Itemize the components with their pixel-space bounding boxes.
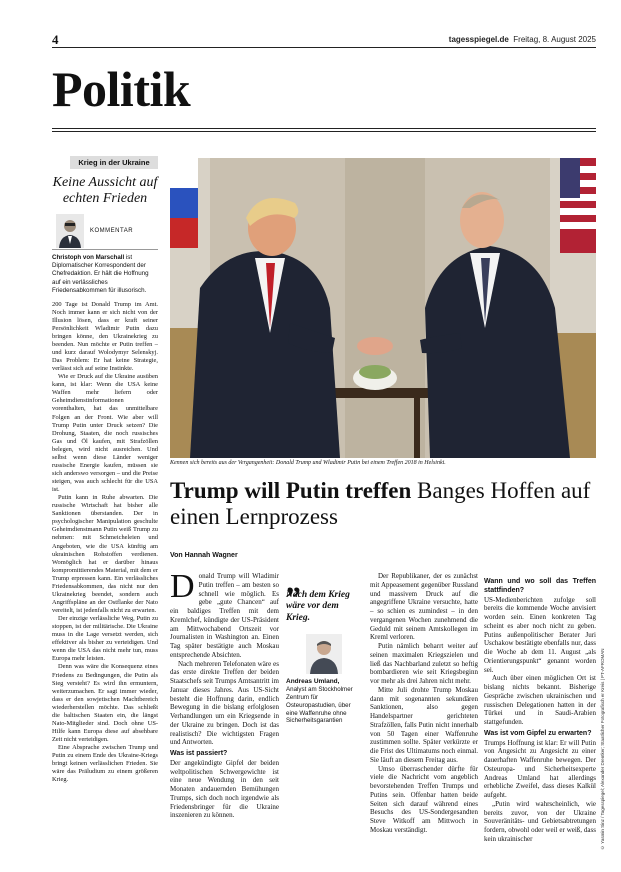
commentary-paragraph: Putin kann in Ruhe abwarten. Die russische Wirtschaft hat bisher alle Sanktionen überstanden. Der in psychologischer Manipulation geschulte Geheimdienstmann Putin weiß Trump zu nehmen: mit Schmeicheleien und Angeboten, wie die USA künftig am ukrainischen Rohstoffen verdienen. Womöglich hat er darüber hinaus kompromittierendes Material, mit dem er Trump erpressen kann. Ein verlässliches Friedensabkommen, das nicht nur den Ukrainekrieg beendet, sondern auch Angriffspläne an der Ostflanke der Nato vereitelt, ist jedenfalls nicht zu erwarten. bbox=[52, 494, 158, 615]
commentary-paragraph: Wie er Druck auf die Ukraine ausüben kann, ist klar: Wenn die USA keine Waffen mehr liefern oder Geheimdienstinformationen vorenthalten, hat das unmittelbare Folgen an der Front. Wie aber will Trump Putin unter Druck setzen? Die Drohung, Staaten, die noch russisches Gas und Öl kaufen, mit Strafzöllen belegen, wird nicht ausreichen. Und selbst wenn diese Länder weniger russische Energie kaufen, müssen sie sich anderswo versorgen – und die Preise steigen, was auch schlecht für die USA ist. bbox=[52, 373, 158, 494]
commentary-column bbox=[52, 156, 158, 784]
quote-author: Andreas Umland, bbox=[286, 678, 340, 686]
photo-credit: © Yasmin Sinz / Tagesspiegel; Alexander Drentker; Staatlicher Fotografisch er Kreis | PT-AFROMAN bbox=[600, 648, 605, 850]
masthead bbox=[449, 35, 596, 44]
photo-caption: Kennen sich bereits aus der Vergangenheit: Donald Trump und Wladimir Putin bei einem Treffen 2018 in Helsinki. bbox=[170, 460, 446, 466]
byline: Von Hannah Wagner bbox=[170, 552, 238, 559]
page-number: 4 bbox=[52, 32, 59, 47]
article-paragraph: Nach mehreren Telefonaten wäre es das erste direkte Treffen der beiden Staatschefs seit Trumps Amtsantritt im Januar dieses Jahres. Aus US-Sicht besteht die Hoffnung darin, endlich Bewegung in die bislang erfolglosen Verhandlungen um ein Kriegsende in der Ukraine zu bringen. Doch ist das realistisch? Die wichtigsten Fragen und Antworten. bbox=[170, 659, 279, 747]
issue-date: Freitag, 8. August 2025 bbox=[513, 35, 596, 44]
article-paragraph: Putin nämlich beharrt weiter auf seinen maximalen Kriegszielen und ließ das Nachbarland zuletzt so heftig bombardieren wie seit Kriegsbeginn vor mehr als drei Jahren nicht mehr. bbox=[370, 642, 478, 685]
article-column-3 bbox=[370, 572, 478, 835]
page-header bbox=[52, 32, 596, 48]
commentary-author-name: Christoph von Marschall bbox=[52, 254, 125, 262]
headline-bold: Trump will Putin treffen bbox=[170, 478, 412, 503]
quote-author-bio: Analyst am Stockholmer Zentrum für Osteuropastudien, über eine Waffenruhe ohne Sicherheitsgarantien bbox=[286, 686, 353, 725]
article-paragraph: Auch über einen möglichen Ort ist bislang nichts bekannt. Bisherige Gespräche zwischen ukrainischen und russischen Delegationen hatten in der Türkei und in Saudi-Arabien stattgefunden. bbox=[484, 674, 596, 726]
drop-cap: D bbox=[170, 568, 195, 605]
headline-rest: Banges Hoffen auf einen Lernprozess bbox=[170, 478, 591, 529]
article-paragraph: US-Medienberichten zufolge soll bereits die kommende Woche anvisiert worden sein. Einen konkreten Tag scheint es aber noch nicht zu geben. Putins außenpolitischer Berater Juri Uschakow bestätigte ebenfalls nur, dass die Woche ab dem 11. August „als Orientierungspunkt“ genannt worden sei. bbox=[484, 595, 596, 674]
article-column-4 bbox=[484, 578, 596, 844]
subheading: Was ist passiert? bbox=[170, 750, 228, 757]
section-rule bbox=[52, 128, 596, 129]
commentary-paragraph: 200 Tage ist Donald Trump im Amt. Noch immer kann er sich nicht von der Illusion lösen, dass er kraft seiner Persönlichkeit Wladimir Putin dazu bringen könne, den Ukrainekrieg zu beenden. Nun möchte er Putin treffen – und kurz darauf Wolodymyr Selenskyj. Das Problem: Er hat keine Strategie, verlässt sich auf seine Instinkte. bbox=[52, 300, 158, 373]
commentary-paragraph: Der einzige verlässliche Weg, Putin zu stoppen, ist der militärische. Die Ukraine muss in die Lage versetzt werden, sich effektiver als bisher zu verteidigen. Und wenn die USA das nicht mehr tun, muss Europa mehr leisten. bbox=[52, 615, 158, 663]
commentary-kicker: Krieg in der Ukraine bbox=[70, 156, 158, 169]
article-paragraph: „Putin wird wahrscheinlich, wie bereits zuvor, von der Ukraine Souveränitäts- und Gebietsabtretungen fordern, obwohl oder weil er weiß, dass kein ukrainischer bbox=[484, 799, 596, 843]
question-heading: Was ist vom Gipfel zu erwarten? bbox=[484, 729, 592, 737]
commentary-title: Keine Aussicht auf echten Frieden bbox=[52, 175, 158, 206]
pull-quote bbox=[286, 566, 362, 725]
commentary-paragraph: Eine Absprache zwischen Trump und Putin zu einem Ende des Ukraine-Kriegs bringt keinen verlässlichen Frieden. Sie wäre das Präludium zu einem größeren Krieg. bbox=[52, 744, 158, 784]
article-paragraph: Der angekündigte Gipfel der beiden weltpolitischen Schwergewichte ist eine neue Wendung in den seit Monaten andauernden Bemühungen Trumps, sich doch noch irgendwie als Friedensbringer für die Ukraine inszenieren zu können. bbox=[170, 758, 279, 820]
masthead-site: tagesspiegel.de bbox=[448, 35, 509, 44]
article-paragraph: Der Republikaner, der es zunächst mit Appeasement gegenüber Russland und massivem Druck auf die angegriffene Ukraine versuchte, hatte – so schien es zumindest – in den vergangenen Wochen zunehmend die Geduld mit seinem Amtskollegen im Kreml verloren. bbox=[370, 572, 478, 642]
article-paragraph: Umso überraschender dürfte für viele die Nachricht vom angeblich bevorstehenden Treffen Trumps und Putins sein. Offenbar hatten beide Seiten sich darauf während eines Besuchs des US-Sondergesandten Steve Witkoff am Mittwoch in Moskau verständigt. bbox=[370, 764, 478, 834]
commentary-paragraph: Denn was wäre die Konsequenz eines Friedens zu Bedingungen, die Putin als Sieg versteht? Es wird ihn ermuntern, weiterzumachen. Er sagt immer wieder, dass er den sowjetischen Machtbereich wiederherstellen möchte. Das schließt die baltischen Staaten ein, die längst Nato-Mitglieder sind. Doch ohne US-Hilfe kann Europa diese auf absehbare Zeit nicht verteidigen. bbox=[52, 663, 158, 744]
quote-mark: „ bbox=[286, 566, 301, 599]
commentary-body bbox=[52, 301, 158, 785]
commentary-label: KOMMENTAR bbox=[90, 228, 134, 235]
article-paragraph bbox=[170, 568, 279, 660]
question-heading: Wann und wo soll das Treffen stattfinden? bbox=[484, 578, 596, 594]
author-portrait bbox=[56, 214, 84, 248]
quote-text: Nach dem Krieg wäre vor dem Krieg. bbox=[286, 590, 350, 623]
article-paragraph: Trumps Hoffnung ist klar: Er will Putin von Angesicht zu Angesicht zu einer dauerhaften Waffenruhe bewegen. Der Osteuropa- und Sicherheitsexperte Andreas Umland hat allerdings erhebliche Zweifel, dass dieses Kalkül aufgeht. bbox=[484, 738, 596, 799]
section-rule-thin bbox=[52, 131, 596, 132]
section-title: Politik bbox=[52, 61, 191, 117]
article-paragraph: Mitte Juli drohte Trump Moskau dann mit sogenannten sekundären Sanktionen, also gegen Handelspartner gerichteten Strafzöllen, falls Putin nicht innerhalb von 50 Tagen einer Waffenruhe zustimmen sollte. Später verkürzte er die Frist des Ultimatums noch einmal. Sie läuft an diesem Freitag aus. bbox=[370, 685, 478, 764]
commentary-author-desc: ist Diplomatischer Korrespondent der Chefredaktion. Er hält die Hoffnung auf ein verlässliches Friedensabkommen für illusorisch. bbox=[52, 254, 149, 294]
article-column-1 bbox=[170, 568, 279, 820]
commentary-author-row bbox=[52, 214, 158, 250]
lead-photo bbox=[170, 158, 596, 458]
quote-portrait bbox=[306, 634, 342, 674]
lead-text: onald Trump will Wladimir Putin treffen – am besten so schnell wie möglich. Es gebe „gute Chancen“ auf ein baldiges Treffen mit dem Kremlchef, kündigte der US-Präsident am Mittwochabend Ortszeit vor Journalisten in Washington an. Einen Tag später bestätigte auch Moskau entsprechende Absichten. bbox=[170, 572, 279, 659]
article-headline bbox=[170, 478, 596, 530]
commentary-author-bio bbox=[52, 254, 158, 294]
